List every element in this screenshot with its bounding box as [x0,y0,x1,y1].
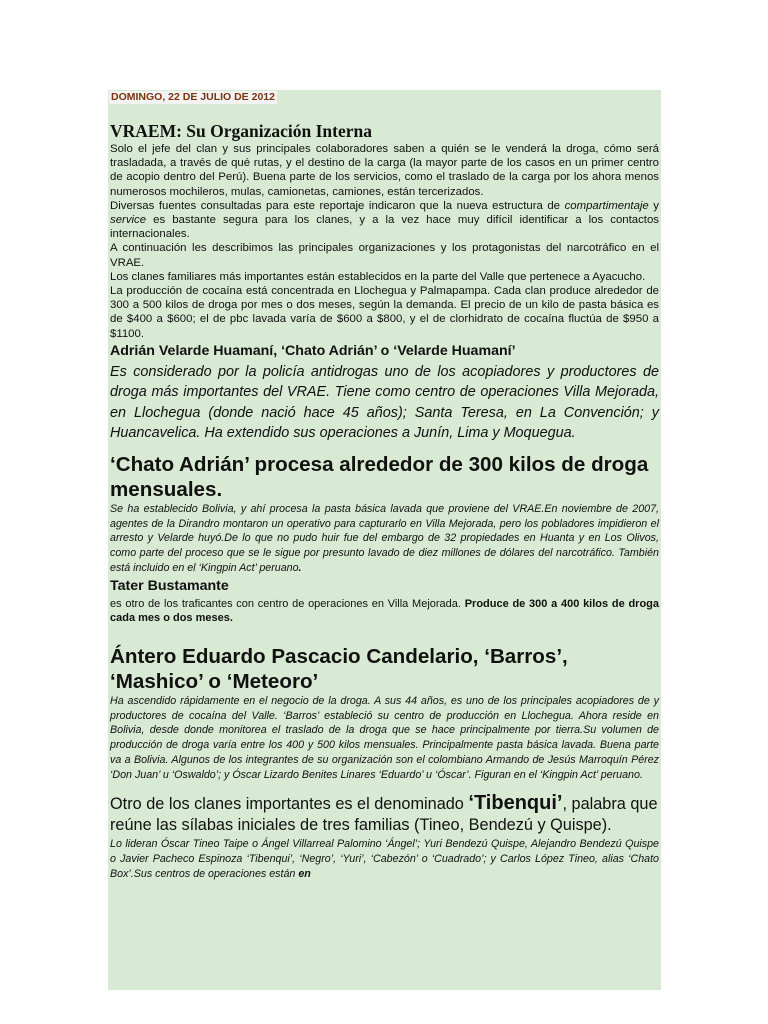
paragraph-intro: Solo el jefe del clan y sus principales colaboradores saben a quién se le venderá la droga, cómo será trasladada, a través de qué rutas, y el destino de la carga (la mayor parte de los casos en un primer centro de acopio dentro del Perú). Buena parte de los servicios, como el traslado de la carga por los ahora menos numerosos mochileros, mulas, camionetas, camiones, están tercerizados. [110,143,659,198]
paragraph-clans: Los clanes familiares más importantes están establecidos en la parte del Valle que pertenece a Ayacucho. [110,270,646,283]
heading-adrian: Adrián Velarde Huamaní, ‘Chato Adrián’ o ‘Velarde Huamaní’ [110,342,516,359]
paragraph-tibenqui-leaders [110,837,659,881]
paragraph-organizations: A continuación les describimos las principales organizaciones y los protagonistas del narcotráfico en el VRAE. [110,242,659,269]
text-run: Diversas fuentes consultadas para este reportaje indicaron que la nueva estructura de [110,199,565,212]
heading-chato: ‘Chato Adrián’ procesa alrededor de 300 kilos de droga mensuales. [110,452,649,501]
text-run: y [648,199,659,212]
text-run-italic: service [110,214,147,227]
text-run: es otro de los traficantes con centro de operaciones en Villa Mejorada. [110,597,465,610]
paragraph-structure [110,199,659,242]
text-run: , palabra que reúne las sílabas iniciales de tres familias (Tineo, Bendezú y Quispe). [110,794,658,835]
paragraph-production: La producción de cocaína está concentrada en Llochegua y Palmapampa. Cada clan produce alrededor de 300 a 500 kilos de droga por mes o dos meses, según la demanda. El precio de un kilo de pasta básica es de $400 a $600; el de pbc lavada varía de $600 a $800, y el de clorhidrato de cocaína fluctúa de $950 a $1100. [110,285,659,340]
text-run: es bastante segura para los clanes, y a la vez hace muy difícil identificar a los contactos internacionales. [110,214,659,241]
heading-antero: Ántero Eduardo Pascacio Candelario, ‘Barros’, ‘Mashico’ o ‘Meteoro’ [110,644,568,693]
post-date: DOMINGO, 22 DE JULIO DE 2012 [111,91,275,103]
heading-tater: Tater Bustamante [110,577,229,594]
paragraph-tater [110,597,659,626]
article-title: VRAEM: Su Organización Interna [110,121,373,141]
paragraph-tibenqui [110,793,659,838]
text-run: Lo lideran Óscar Tineo Taipe o Ángel Villarreal Palomino ‘Ángel’; Yuri Bendezú Quispe, Alejandro Bendezú Quispe o Javier Pacheco Espinoza ‘Tibenqui’, ‘Negro’, ‘Yuri’, ‘Cabezón’ o ‘Cuadrado’; y Carlos López Tineo, alias ‘Chato Box’.Sus centros de operaciones están [110,838,659,880]
article-content [110,120,659,882]
text-run: Se ha establecido Bolivia, y ahí procesa la pasta básica lavada que proviene del VRAE.En noviembre de 2007, agentes de la Dirandro montaron un operativo para capturarlo en Villa Mejorada, pero los pobladores impidieron el arresto y Velarde huyó.De lo que no pudo huir fue del embargo de 32 propiedades en Huanta y en Los Olivos, como parte del proceso que se le sigue por presunto lavado de diez millones de dólares del narcotráfico. También está incluido en el ‘Kingpin Act’ peruano [110,502,659,575]
text-run-bold: en [298,867,311,880]
text-run: Otro de los clanes importantes es el denominado [110,794,469,813]
paragraph-chato [110,502,659,576]
paragraph-adrian: Es considerado por la policía antidrogas uno de los acopiadores y productores de droga más importantes del VRAE. Tiene como centro de operaciones Villa Mejorada, en Llochegua (donde nació hace 45 años); Santa Teresa, en La Convención; y Huancavelica. Ha extendido sus operaciones a Junín, Lima y Moquegua. [110,363,659,442]
text-run-bold: ‘Tibenqui’ [468,791,563,814]
text-run-bold: Produce de 300 a 400 kilos de droga cada mes o dos meses. [110,597,660,625]
text-run-italic: compartimentaje [564,199,649,212]
paragraph-antero: Ha ascendido rápidamente en el negocio de la droga. A sus 44 años, es uno de los principales acopiadores de y productores de cocaína del Valle. ‘Barros’ estableció su centro de producción en Llochegua. Ahora reside en Bolivia, desde donde monitorea el traslado de la droga que se hace principalmente por tierra.Su volumen de producción de droga varía entre los 400 y 500 kilos mensuales. Principalmente pasta básica lavada. Buena parte va a Bolivia. Algunos de los integrantes de su organización son el colombiano Armando de Jesús Marroquín Pérez ‘Don Juan’ u ‘Oswaldo’; y Óscar Lizardo Benites Linares ‘Eduardo’ u ‘Óscar’. Figuran en el ‘Kingpin Act’ peruano. [110,694,659,781]
text-run-bold: . [298,562,302,575]
